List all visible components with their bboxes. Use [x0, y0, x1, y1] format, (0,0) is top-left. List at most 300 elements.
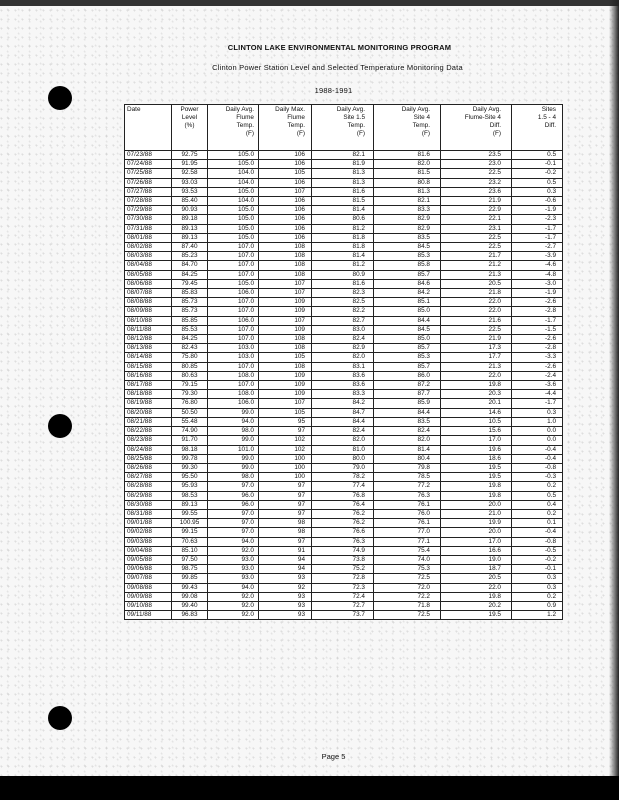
table-cell: 08/27/88	[125, 473, 172, 482]
table-cell: 09/09/88	[125, 592, 172, 601]
table-cell: 83.6	[312, 371, 374, 380]
table-cell: 106.0	[208, 316, 259, 325]
table-cell: 77.2	[374, 482, 441, 491]
table-cell: 08/17/88	[125, 381, 172, 390]
table-cell: 93	[259, 574, 312, 583]
table-cell: 81.6	[312, 279, 374, 288]
column-header	[208, 105, 259, 151]
table-cell: 82.5	[312, 298, 374, 307]
table-row	[125, 344, 563, 353]
table-cell: 08/23/88	[125, 436, 172, 445]
column-header-line1: Daily Avg.	[225, 106, 254, 113]
table-cell: 81.8	[312, 243, 374, 252]
table-cell: 81.6	[312, 187, 374, 196]
table-cell: -1.7	[512, 316, 563, 325]
table-cell: 21.7	[441, 252, 512, 261]
table-cell: 83.3	[312, 390, 374, 399]
table-cell: 75.4	[374, 546, 441, 555]
table-row	[125, 519, 563, 528]
table-cell: 90.93	[172, 206, 208, 215]
table-cell: 81.9	[312, 160, 374, 169]
table-cell: 99.85	[172, 574, 208, 583]
table-row	[125, 436, 563, 445]
column-header-line1: Date	[127, 106, 141, 113]
table-cell: 97.50	[172, 555, 208, 564]
table-cell: -1.7	[512, 224, 563, 233]
table-cell: 23.6	[441, 187, 512, 196]
table-cell: 107	[259, 399, 312, 408]
table-cell: 97.0	[208, 528, 259, 537]
table-row	[125, 197, 563, 206]
table-cell: 76.1	[374, 500, 441, 509]
table-row	[125, 316, 563, 325]
table-cell: 78.5	[374, 473, 441, 482]
table-cell: 109	[259, 307, 312, 316]
table-cell: 19.8	[441, 381, 512, 390]
table-cell: 91.70	[172, 436, 208, 445]
table-cell: 108	[259, 335, 312, 344]
table-cell: 107	[259, 279, 312, 288]
table-cell: 08/14/88	[125, 353, 172, 362]
table-cell: 84.25	[172, 270, 208, 279]
column-header-line3: Temp.	[236, 122, 254, 129]
table-cell: 09/10/88	[125, 601, 172, 610]
table-cell: 84.2	[312, 399, 374, 408]
table-cell: 108	[259, 261, 312, 270]
column-header-line1: Sites	[541, 106, 556, 113]
table-cell: 79.30	[172, 390, 208, 399]
column-header-line3: Temp.	[347, 122, 365, 129]
table-cell: 72.5	[374, 611, 441, 620]
table-cell: 08/29/88	[125, 491, 172, 500]
table-cell: 92.0	[208, 546, 259, 555]
table-cell: 08/31/88	[125, 509, 172, 518]
table-cell: -0.1	[512, 565, 563, 574]
table-cell: 07/30/88	[125, 215, 172, 224]
table-cell: 08/16/88	[125, 371, 172, 380]
table-cell: 76.80	[172, 399, 208, 408]
table-cell: 99.0	[208, 436, 259, 445]
table-cell: 85.40	[172, 197, 208, 206]
table-cell: 94	[259, 565, 312, 574]
table-cell: 76.0	[374, 509, 441, 518]
table-row	[125, 353, 563, 362]
table-cell: 75.3	[374, 565, 441, 574]
table-cell: 09/05/88	[125, 555, 172, 564]
table-cell: 85.8	[374, 261, 441, 270]
table-cell: 22.0	[441, 583, 512, 592]
table-cell: -0.8	[512, 537, 563, 546]
table-cell: 100.95	[172, 519, 208, 528]
table-cell: 22.5	[441, 169, 512, 178]
table-cell: 20.3	[441, 390, 512, 399]
table-cell: 17.7	[441, 353, 512, 362]
table-cell: 97	[259, 509, 312, 518]
table-cell: 09/07/88	[125, 574, 172, 583]
table-cell: 81.3	[312, 169, 374, 178]
table-cell: 21.6	[441, 316, 512, 325]
table-row	[125, 408, 563, 417]
table-cell: 94.0	[208, 417, 259, 426]
column-header-line1: Daily Avg.	[401, 106, 430, 113]
table-row	[125, 482, 563, 491]
table-cell: 79.8	[374, 463, 441, 472]
table-cell: 76.1	[374, 519, 441, 528]
table-cell: 55.48	[172, 417, 208, 426]
table-cell: 95.93	[172, 482, 208, 491]
table-cell: 109	[259, 298, 312, 307]
table-cell: 106.0	[208, 399, 259, 408]
table-row	[125, 509, 563, 518]
column-header-line1: Power	[180, 106, 199, 113]
table-cell: 23.0	[441, 160, 512, 169]
table-cell: 0.2	[512, 592, 563, 601]
table-cell: 92.0	[208, 611, 259, 620]
scan-right-edge	[609, 0, 619, 800]
table-cell: 76.6	[312, 528, 374, 537]
table-cell: 99.0	[208, 408, 259, 417]
column-header-unit: (F)	[492, 130, 501, 137]
table-row	[125, 233, 563, 242]
table-cell: 20.5	[441, 574, 512, 583]
document-subtitle: Clinton Power Station Level and Selected Temperature Monitoring Data	[212, 63, 463, 72]
table-cell: 82.4	[312, 335, 374, 344]
table-cell: 22.0	[441, 371, 512, 380]
table-cell: 21.9	[441, 197, 512, 206]
column-header-line3: Temp.	[412, 122, 430, 129]
table-cell: 73.7	[312, 611, 374, 620]
table-cell: 23.5	[441, 151, 512, 160]
table-row	[125, 335, 563, 344]
table-row	[125, 206, 563, 215]
column-header	[125, 105, 172, 151]
table-cell: 08/04/88	[125, 261, 172, 270]
table-cell: 84.5	[374, 325, 441, 334]
table-cell: 105.0	[208, 224, 259, 233]
table-cell: -0.6	[512, 197, 563, 206]
table-cell: 99.40	[172, 601, 208, 610]
table-cell: 84.25	[172, 335, 208, 344]
table-cell: 93.0	[208, 574, 259, 583]
table-cell: 08/10/88	[125, 316, 172, 325]
table-cell: -2.4	[512, 371, 563, 380]
table-cell: 85.7	[374, 362, 441, 371]
table-cell: 1.2	[512, 611, 563, 620]
table-cell: 19.5	[441, 463, 512, 472]
table-cell: 82.43	[172, 344, 208, 353]
table-cell: 50.50	[172, 408, 208, 417]
column-header	[172, 105, 208, 151]
table-cell: 105.0	[208, 233, 259, 242]
document-title: CLINTON LAKE ENVIRONMENTAL MONITORING PROGRAM	[227, 43, 452, 52]
table-cell: -0.4	[512, 445, 563, 454]
table-cell: 82.9	[374, 224, 441, 233]
table-cell: 08/21/88	[125, 417, 172, 426]
table-cell: 85.0	[374, 335, 441, 344]
table-cell: 97	[259, 491, 312, 500]
table-cell: 105.0	[208, 206, 259, 215]
table-cell: 70.63	[172, 537, 208, 546]
table-cell: 76.2	[312, 519, 374, 528]
table-cell: -1.9	[512, 206, 563, 215]
table-row	[125, 362, 563, 371]
table-cell: 82.0	[312, 436, 374, 445]
table-cell: 0.2	[512, 482, 563, 491]
table-cell: 106	[259, 215, 312, 224]
table-row	[125, 565, 563, 574]
table-cell: 108	[259, 270, 312, 279]
table-cell: 19.5	[441, 611, 512, 620]
table-cell: 08/05/88	[125, 270, 172, 279]
table-cell: 104.0	[208, 169, 259, 178]
table-cell: 89.13	[172, 500, 208, 509]
table-cell: 0.5	[512, 491, 563, 500]
table-cell: 89.13	[172, 224, 208, 233]
table-cell: 85.10	[172, 546, 208, 555]
table-cell: 79.15	[172, 381, 208, 390]
table-cell: 19.8	[441, 491, 512, 500]
table-cell: 107.0	[208, 252, 259, 261]
table-cell: 07/24/88	[125, 160, 172, 169]
table-cell: -2.3	[512, 215, 563, 224]
table-cell: 100	[259, 463, 312, 472]
table-cell: 87.2	[374, 381, 441, 390]
table-cell: 105.0	[208, 187, 259, 196]
table-cell: 75.80	[172, 353, 208, 362]
column-header-unit: (F)	[245, 130, 254, 137]
table-cell: 82.0	[374, 160, 441, 169]
column-header-line2: 1.5 - 4	[537, 114, 556, 121]
table-cell: 0.0	[512, 436, 563, 445]
table-cell: 83.1	[312, 362, 374, 371]
table-cell: 99.43	[172, 583, 208, 592]
table-cell: 08/30/88	[125, 500, 172, 509]
table-cell: 09/08/88	[125, 583, 172, 592]
table-cell: 95.50	[172, 473, 208, 482]
table-cell: 85.7	[374, 344, 441, 353]
table-cell: 75.2	[312, 565, 374, 574]
column-header-line3: (%)	[184, 122, 195, 129]
table-row	[125, 215, 563, 224]
table-cell: 98.0	[208, 427, 259, 436]
table-cell: -0.2	[512, 555, 563, 564]
table-cell: 93.53	[172, 187, 208, 196]
table-cell: 85.3	[374, 252, 441, 261]
table-cell: 108	[259, 362, 312, 371]
table-cell: 17.0	[441, 436, 512, 445]
table-cell: 106	[259, 224, 312, 233]
table-cell: 0.1	[512, 519, 563, 528]
table-cell: 81.5	[312, 197, 374, 206]
table-cell: 82.4	[374, 427, 441, 436]
table-cell: 19.8	[441, 482, 512, 491]
table-cell: -0.4	[512, 454, 563, 463]
table-row	[125, 160, 563, 169]
table-cell: 85.83	[172, 289, 208, 298]
column-header-line2: Site 4	[413, 114, 430, 121]
table-cell: 08/25/88	[125, 454, 172, 463]
table-cell: -0.3	[512, 473, 563, 482]
table-cell: 109	[259, 381, 312, 390]
table-cell: 107.0	[208, 270, 259, 279]
table-cell: 80.9	[312, 270, 374, 279]
table-cell: 108.0	[208, 371, 259, 380]
table-cell: 108	[259, 243, 312, 252]
column-header-unit: (F)	[356, 130, 365, 137]
table-row	[125, 151, 563, 160]
table-cell: 09/11/88	[125, 611, 172, 620]
table-row	[125, 371, 563, 380]
table-cell: 08/06/88	[125, 279, 172, 288]
table-cell: 80.63	[172, 371, 208, 380]
table-row	[125, 279, 563, 288]
table-cell: 08/11/88	[125, 325, 172, 334]
table-cell: 08/08/88	[125, 298, 172, 307]
table-cell: 83.3	[374, 206, 441, 215]
table-cell: 23.1	[441, 224, 512, 233]
table-cell: 1.0	[512, 417, 563, 426]
table-cell: 72.5	[374, 574, 441, 583]
table-cell: -4.4	[512, 390, 563, 399]
table-cell: 109	[259, 325, 312, 334]
table-cell: 107	[259, 187, 312, 196]
table-cell: 107.0	[208, 243, 259, 252]
table-cell: 08/18/88	[125, 390, 172, 399]
table-cell: 19.9	[441, 519, 512, 528]
table-row	[125, 463, 563, 472]
column-header	[441, 105, 512, 151]
table-cell: 20.2	[441, 601, 512, 610]
table-cell: 20.5	[441, 279, 512, 288]
table-cell: 08/20/88	[125, 408, 172, 417]
table-cell: 22.0	[441, 298, 512, 307]
table-cell: 91	[259, 546, 312, 555]
table-cell: 08/15/88	[125, 362, 172, 371]
table-cell: 106	[259, 233, 312, 242]
table-cell: 0.0	[512, 427, 563, 436]
table-cell: 0.4	[512, 500, 563, 509]
table-cell: 87.7	[374, 390, 441, 399]
table-cell: 82.7	[312, 316, 374, 325]
table-cell: -0.4	[512, 528, 563, 537]
table-cell: 108	[259, 252, 312, 261]
table-cell: 74.9	[312, 546, 374, 555]
table-body	[125, 151, 563, 620]
table-cell: -4.8	[512, 270, 563, 279]
table-cell: 99.15	[172, 528, 208, 537]
column-header-line3: Diff.	[489, 122, 501, 129]
table-cell: 09/04/88	[125, 546, 172, 555]
table-cell: -3.6	[512, 381, 563, 390]
table-cell: 20.0	[441, 500, 512, 509]
table-cell: 07/28/88	[125, 197, 172, 206]
table-cell: -4.6	[512, 261, 563, 270]
table-cell: 99.08	[172, 592, 208, 601]
table-cell: 101.0	[208, 445, 259, 454]
table-cell: 93	[259, 592, 312, 601]
table-cell: 07/23/88	[125, 151, 172, 160]
table-cell: 84.4	[374, 316, 441, 325]
table-cell: 92.58	[172, 169, 208, 178]
table-cell: 08/09/88	[125, 307, 172, 316]
table-cell: 0.3	[512, 408, 563, 417]
table-row	[125, 583, 563, 592]
table-cell: 08/13/88	[125, 344, 172, 353]
table-row	[125, 592, 563, 601]
table-cell: 98.18	[172, 445, 208, 454]
table-cell: 07/27/88	[125, 187, 172, 196]
table-cell: 108	[259, 344, 312, 353]
table-cell: 07/26/88	[125, 178, 172, 187]
table-cell: 07/31/88	[125, 224, 172, 233]
table-cell: 97	[259, 427, 312, 436]
table-cell: 107.0	[208, 381, 259, 390]
column-header	[259, 105, 312, 151]
table-cell: 98.0	[208, 473, 259, 482]
table-cell: 85.7	[374, 270, 441, 279]
table-cell: 91.95	[172, 160, 208, 169]
table-cell: 107.0	[208, 261, 259, 270]
table-cell: -3.0	[512, 279, 563, 288]
binder-hole-icon	[48, 706, 72, 730]
table-cell: 72.7	[312, 601, 374, 610]
table-cell: 77.1	[374, 537, 441, 546]
table-cell: 96.0	[208, 500, 259, 509]
table-cell: 102	[259, 445, 312, 454]
column-header-line3: Temp.	[287, 122, 305, 129]
table-cell: 21.9	[441, 335, 512, 344]
table-cell: 22.5	[441, 233, 512, 242]
table-cell: 82.0	[374, 436, 441, 445]
table-row	[125, 528, 563, 537]
table-cell: 19.5	[441, 473, 512, 482]
column-header-line2: Flume-Site 4	[464, 114, 501, 121]
table-cell: 106	[259, 197, 312, 206]
table-cell: -2.8	[512, 344, 563, 353]
table-cell: 93	[259, 611, 312, 620]
table-cell: 85.73	[172, 298, 208, 307]
table-cell: 82.9	[312, 344, 374, 353]
table-cell: 74.0	[374, 555, 441, 564]
table-cell: -1.7	[512, 399, 563, 408]
table-cell: 80.85	[172, 362, 208, 371]
table-cell: 105.0	[208, 160, 259, 169]
table-cell: 0.3	[512, 187, 563, 196]
table-cell: 103.0	[208, 353, 259, 362]
table-cell: 81.6	[374, 151, 441, 160]
table-cell: -3.9	[512, 252, 563, 261]
column-header-unit: (F)	[421, 130, 430, 137]
table-cell: 08/07/88	[125, 289, 172, 298]
table-cell: 107	[259, 316, 312, 325]
table-cell: 14.6	[441, 408, 512, 417]
table-cell: 99.30	[172, 463, 208, 472]
table-cell: 18.7	[441, 565, 512, 574]
table-cell: -2.8	[512, 307, 563, 316]
table-cell: 21.8	[441, 289, 512, 298]
table-cell: 07/29/88	[125, 206, 172, 215]
table-cell: 85.23	[172, 252, 208, 261]
table-cell: -0.8	[512, 463, 563, 472]
table-cell: 82.9	[374, 215, 441, 224]
table-cell: 76.2	[312, 509, 374, 518]
table-cell: 84.70	[172, 261, 208, 270]
table-cell: 79.0	[312, 463, 374, 472]
table-cell: 93.0	[208, 565, 259, 574]
table-cell: 102	[259, 436, 312, 445]
table-cell: 16.6	[441, 546, 512, 555]
table-row	[125, 574, 563, 583]
